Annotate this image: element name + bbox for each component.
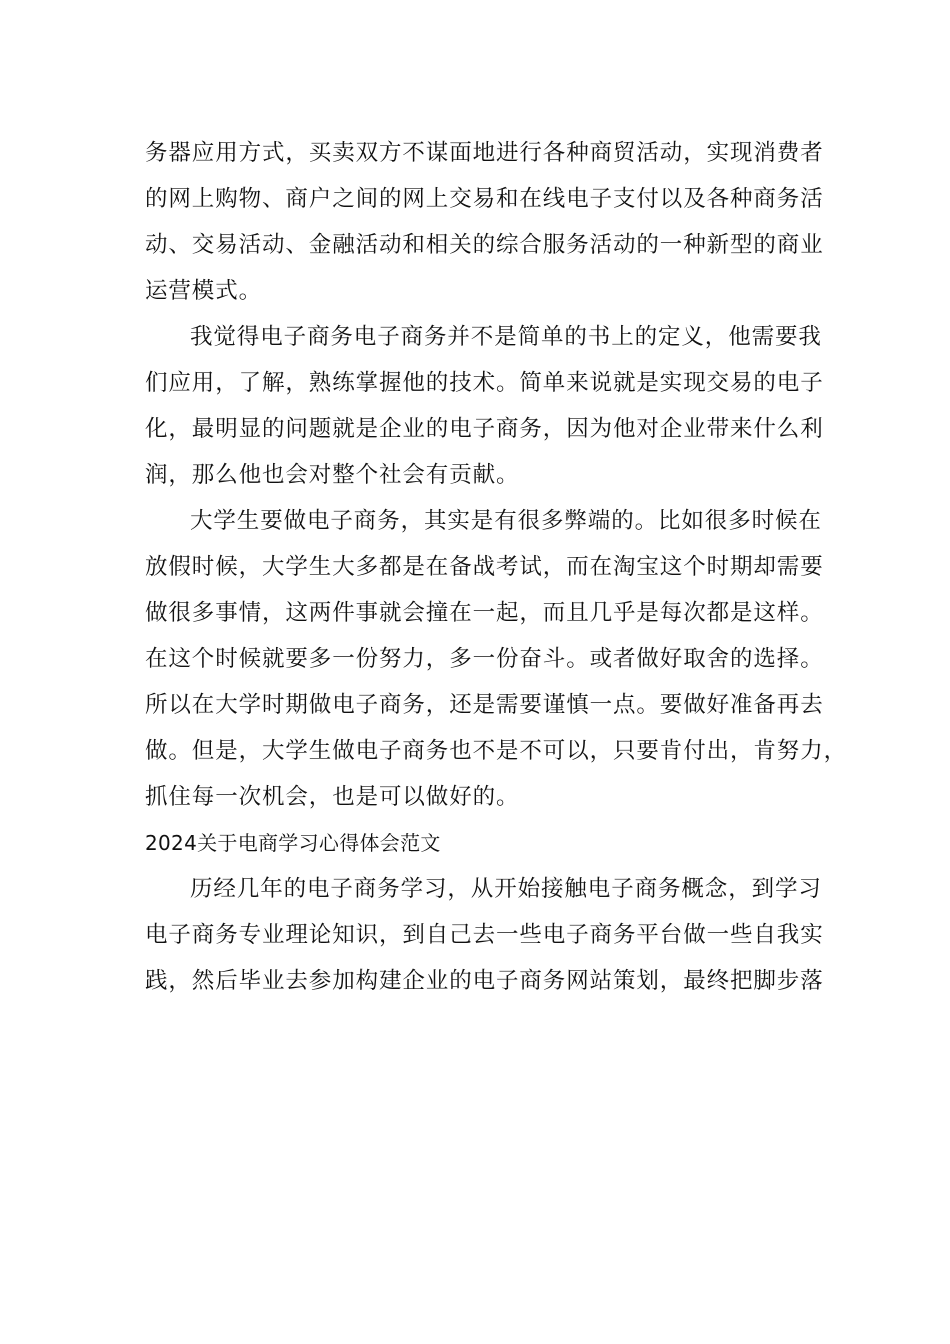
text-line: 所以在大学时期做电子商务，还是需要谨慎一点。要做好准备再去 (145, 692, 824, 718)
text-line: 的网上购物、商户之间的网上交易和在线电子支付以及各种商务活 (145, 186, 824, 212)
text-line: 抓住每一次机会，也是可以做好的。 (145, 784, 520, 810)
text-line: 放假时候，大学生大多都是在备战考试，而在淘宝这个时期却需要 (145, 554, 824, 580)
document-body (145, 130, 848, 1004)
text-line: 务器应用方式，买卖双方不谋面地进行各种商贸活动，实现消费者 (145, 140, 824, 166)
text-line: 做。但是，大学生做电子商务也不是不可以，只要肯付出，肯努力， (145, 738, 848, 764)
text-line: 践，然后毕业去参加构建企业的电子商务网站策划，最终把脚步落 (145, 968, 824, 994)
text-line: 化，最明显的问题就是企业的电子商务，因为他对企业带来什么利 (145, 416, 824, 442)
text-line: 运营模式。 (145, 278, 263, 304)
text-line: 动、交易活动、金融活动和相关的综合服务活动的一种新型的商业 (145, 232, 824, 258)
text-line: 电子商务专业理论知识，到自己去一些电子商务平台做一些自我实 (145, 922, 824, 948)
paragraph-first-line: 我觉得电子商务电子商务并不是简单的书上的定义，他需要我 (190, 324, 822, 350)
section-heading: 2024关于电商学习心得体会范文 (145, 831, 441, 855)
text-line: 润，那么他也会对整个社会有贡献。 (145, 462, 520, 488)
text-line: 在这个时候就要多一份努力，多一份奋斗。或者做好取舍的选择。 (145, 646, 824, 672)
text-line: 们应用，了解，熟练掌握他的技术。简单来说就是实现交易的电子 (145, 370, 824, 396)
text-line: 做很多事情，这两件事就会撞在一起，而且几乎是每次都是这样。 (145, 600, 824, 626)
paragraph-first-line: 历经几年的电子商务学习，从开始接触电子商务概念，到学习 (190, 876, 822, 902)
paragraph-first-line: 大学生要做电子商务，其实是有很多弊端的。比如很多时候在 (190, 508, 822, 534)
